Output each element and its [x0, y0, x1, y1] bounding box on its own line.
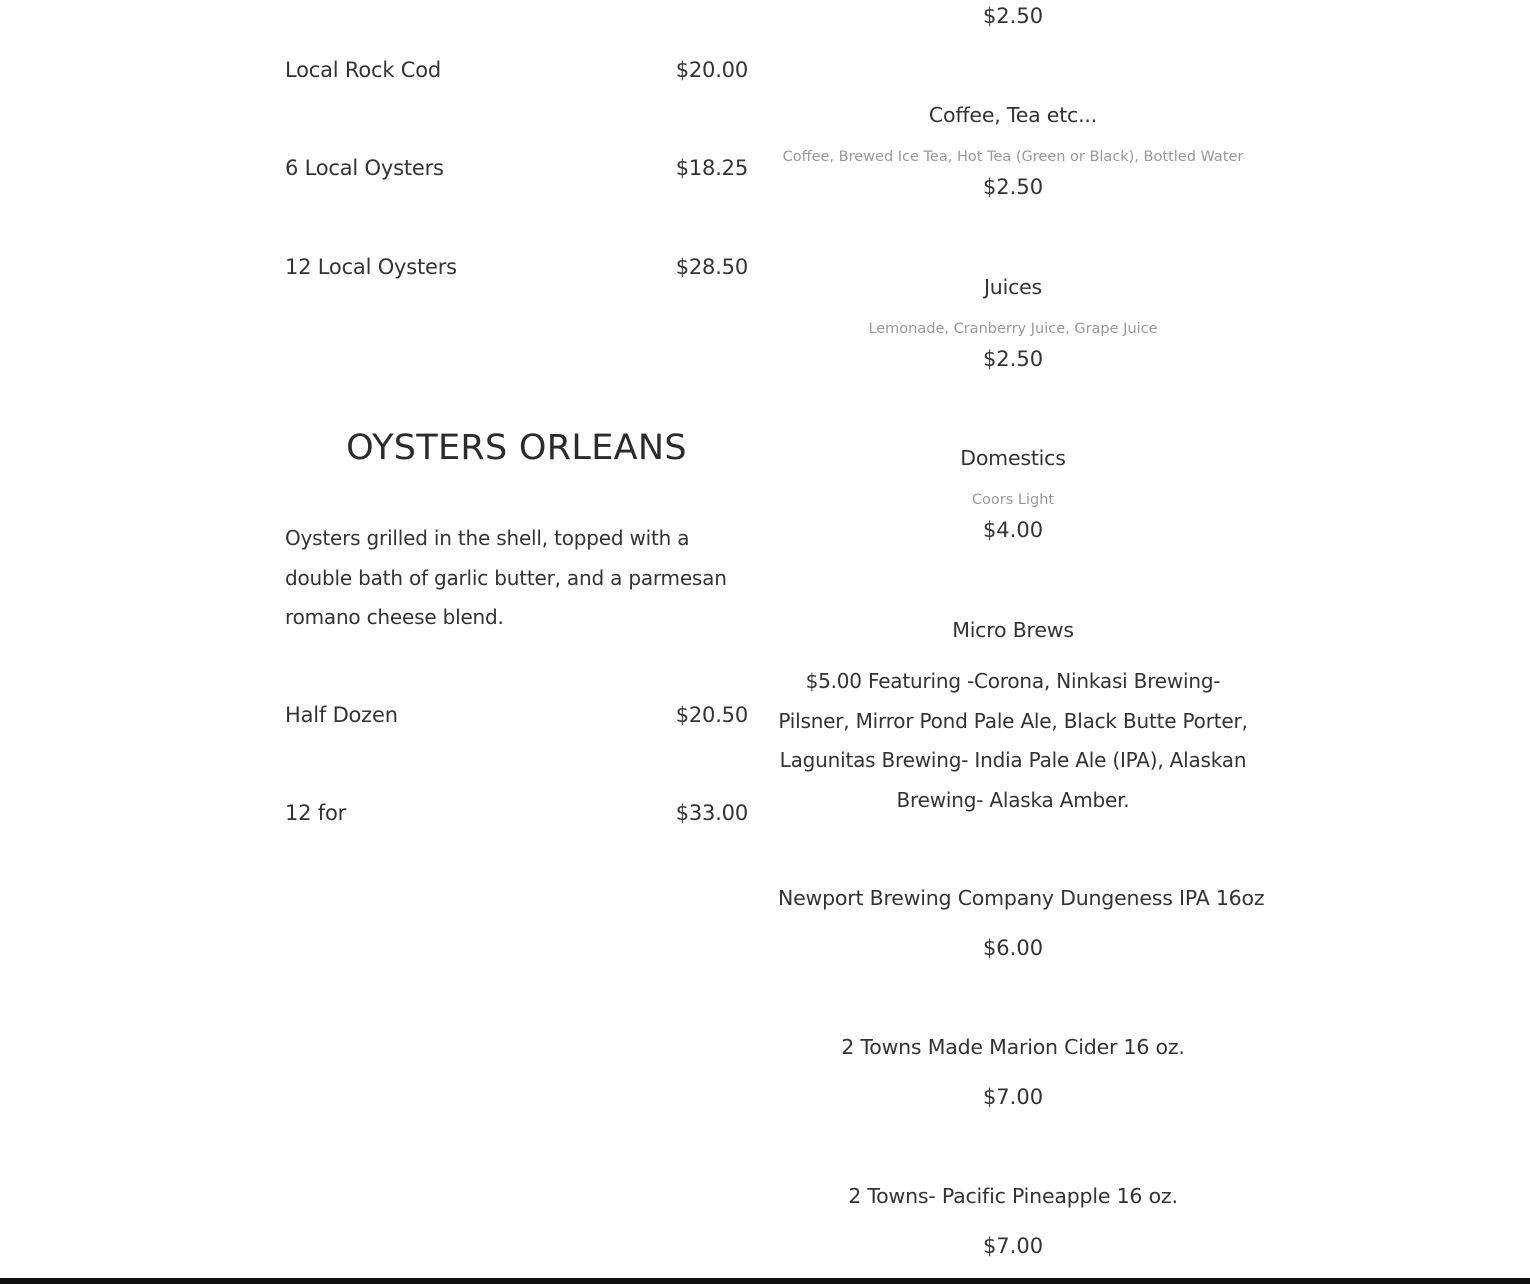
- menu-item-price: $20.50: [675, 703, 748, 727]
- drink-price: $2.50: [982, 175, 1044, 199]
- drink-title: Domestics: [960, 446, 1066, 470]
- menu-item-price: $28.50: [675, 255, 748, 279]
- drink-price: $6.00: [982, 936, 1044, 960]
- menu-item-name: Local Rock Cod: [285, 58, 442, 82]
- drink-title: 2 Towns Made Marion Cider 16 oz.: [841, 1035, 1185, 1059]
- drink-price: $2.50: [982, 347, 1044, 371]
- drink-description: Lemonade, Cranberry Juice, Grape Juice: [868, 321, 1158, 337]
- drink-description: Coors Light: [971, 492, 1055, 508]
- menu-item-name: 6 Local Oysters: [285, 156, 444, 180]
- section-heading: OYSTERS ORLEANS: [346, 428, 687, 468]
- menu-item-name: Half Dozen: [285, 703, 398, 727]
- menu-item: [285, 156, 748, 180]
- drink-price: $7.00: [982, 1234, 1044, 1258]
- drink-price: $7.00: [982, 1085, 1044, 1109]
- drink-description: $5.00 Featuring -Corona, Ninkasi Brewing- Pilsner, Mirror Pond Pale Ale, Black Butte Porter, Lagunitas Brewing- India Pale Ale (IPA), Alaskan Brewing- Alaska Amber.: [778, 669, 1248, 812]
- menu-item-name: 12 for: [285, 801, 347, 825]
- drink-title: Coffee, Tea etc...: [928, 103, 1098, 127]
- drink-description: Coffee, Brewed Ice Tea, Hot Tea (Green or Black), Bottled Water: [782, 149, 1244, 165]
- menu-item-price: $18.25: [675, 156, 748, 180]
- menu-item: [285, 703, 748, 727]
- menu-item-name: 12 Local Oysters: [285, 255, 457, 279]
- drink-price: $4.00: [982, 518, 1044, 542]
- section-description: Oysters grilled in the shell, topped with a double bath of garlic butter, and a parmesan romano cheese blend.: [285, 526, 727, 629]
- menu-item-price: $20.00: [675, 58, 748, 82]
- menu-item: [285, 255, 748, 279]
- menu-item-price: $33.00: [675, 801, 748, 825]
- drink-title: Juices: [983, 275, 1043, 299]
- drink-title: 2 Towns- Pacific Pineapple 16 oz.: [848, 1184, 1178, 1208]
- drink-price: $2.50: [982, 4, 1044, 28]
- drink-title: Newport Brewing Company Dungeness IPA 16oz: [778, 886, 1265, 910]
- footer-bar: [0, 1278, 1530, 1284]
- menu-item: [285, 801, 748, 825]
- menu-item: [285, 58, 748, 82]
- drink-title: Micro Brews: [952, 618, 1074, 642]
